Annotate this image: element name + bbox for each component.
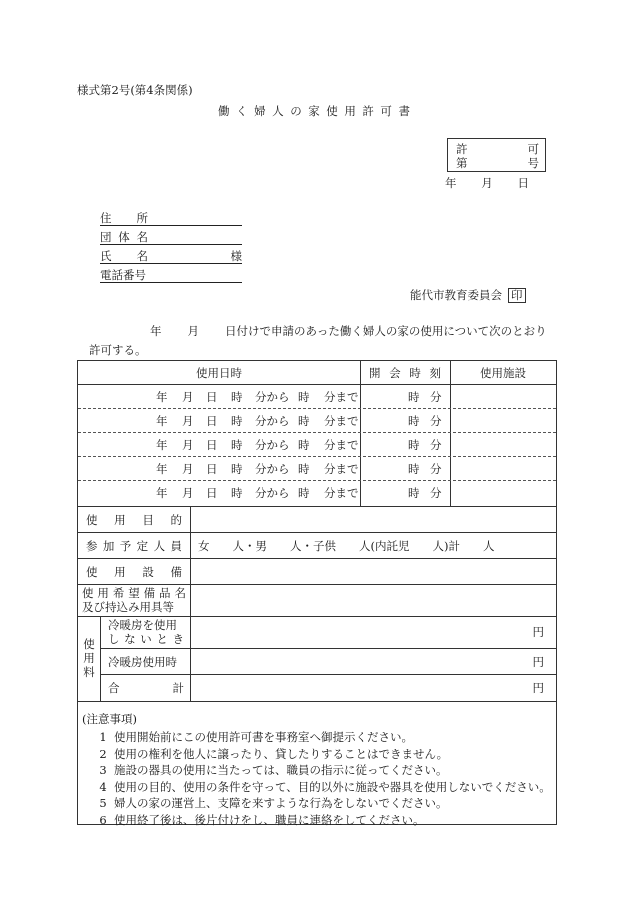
date-unit: 月 xyxy=(182,485,194,500)
equipment-label: 使 用 設 備 xyxy=(86,564,182,579)
date-unit: 月 xyxy=(182,389,194,404)
usage-table xyxy=(77,360,557,825)
time-unit: 時 xyxy=(408,485,420,500)
intro-line-1: 年 月 日付けで申請のあった働く婦人の家の使用について次のとおり xyxy=(150,324,547,338)
note-item xyxy=(92,762,448,778)
usage-date-row xyxy=(78,433,556,456)
title-char: 書 xyxy=(398,104,410,118)
group-name-field: 団 体 名 xyxy=(100,229,242,245)
header-usage-datetime: 使用日時 xyxy=(196,365,242,380)
title-char: く xyxy=(236,104,248,118)
note-text: 使用開始前にこの使用許可書を事務室へ御提示ください。 xyxy=(114,730,413,744)
usage-date-row xyxy=(78,409,556,432)
title-char: 許 xyxy=(362,104,374,118)
usage-date-row xyxy=(78,385,556,408)
participants-breakdown: 女 人・男 人・子供 人(内託児 人)計 人 xyxy=(198,538,495,553)
usage-date-row xyxy=(78,457,556,480)
time-unit: 時 xyxy=(408,437,420,452)
time-unit: 分 xyxy=(430,389,442,404)
date-unit: 年 xyxy=(156,485,168,500)
fee-no-aircon-label: 冷暖房を使用 し な い と き xyxy=(108,618,184,646)
date-unit: 時 xyxy=(231,461,243,476)
date-unit: 日 xyxy=(206,413,218,428)
document-title xyxy=(218,103,410,119)
seal-mark: 印 xyxy=(508,288,526,303)
name-field: 氏 名 様 xyxy=(100,249,242,263)
date-unit: 分まで xyxy=(324,437,359,452)
time-unit: 時 xyxy=(408,389,420,404)
date-unit: 時 xyxy=(231,485,243,500)
fee-aircon-unit: 円 xyxy=(532,654,544,669)
number-prefix: 第 xyxy=(456,156,468,170)
title-char: の xyxy=(290,104,302,118)
note-number: 1 xyxy=(99,730,107,744)
intro-line-2: 許可する。 xyxy=(89,343,147,357)
date-unit: 時 xyxy=(298,437,310,452)
note-text: 施設の器具の使用に当たっては、職員の指示に従ってください。 xyxy=(114,763,448,777)
note-text: 使用の権利を他人に譲ったり、貸したりすることはできません。 xyxy=(114,746,449,761)
date-unit: 時 xyxy=(231,413,243,428)
title-char: 用 xyxy=(344,104,356,118)
note-text: 使用の目的、使用の条件を守って、目的以外に施設や器具を使用しないでください。 xyxy=(114,779,551,794)
date-unit: 年 xyxy=(156,461,168,476)
date-unit: 年 xyxy=(156,437,168,452)
usage-date-row xyxy=(78,481,556,504)
note-number: 6 xyxy=(99,812,107,827)
participants-label: 参 加 予 定 人 員 xyxy=(86,538,182,553)
date-unit: 日 xyxy=(206,461,218,476)
date-unit: 分まで xyxy=(324,461,359,476)
date-unit: 時 xyxy=(298,485,310,500)
issuer: 能代市教育委員会 印 xyxy=(410,287,526,303)
date-unit: 月 xyxy=(182,437,194,452)
date-unit: 月 xyxy=(182,461,194,476)
note-text: 婦人の家の運営上、支障を来すような行為をしないでください。 xyxy=(114,796,448,810)
desired-items-label: 使 用 希 望 備 品 名 及び持込み用具等 xyxy=(82,586,186,614)
date-unit: 時 xyxy=(298,389,310,404)
date-unit: 分から xyxy=(255,437,290,452)
time-unit: 分 xyxy=(430,413,442,428)
fee-aircon-label: 冷暖房使用時 xyxy=(108,654,177,669)
total-unit: 円 xyxy=(532,681,544,695)
note-text: 使用終了後は、後片付けをし、職員に連絡をしてください。 xyxy=(114,812,425,827)
title-char: 使 xyxy=(326,104,338,118)
notes-heading: (注意事項) xyxy=(82,712,137,726)
note-number: 5 xyxy=(99,796,107,810)
name-suffix: 様 xyxy=(230,249,242,263)
permit-number-box xyxy=(447,138,546,172)
fee-label: 使 用 料 xyxy=(83,637,95,679)
date-unit: 月 xyxy=(182,413,194,428)
note-number: 4 xyxy=(99,779,107,794)
time-unit: 分 xyxy=(430,461,442,476)
title-char: 婦 xyxy=(254,104,266,118)
time-unit: 分 xyxy=(430,437,442,452)
date-unit: 日 xyxy=(206,485,218,500)
permit-label: 許 xyxy=(456,142,468,156)
date-unit: 日 xyxy=(206,437,218,452)
date-unit: 年 xyxy=(156,413,168,428)
note-number: 3 xyxy=(99,763,107,777)
date-unit: 日 xyxy=(206,389,218,404)
date-unit: 分まで xyxy=(324,485,359,500)
title-char: 可 xyxy=(380,104,392,118)
header-start-time: 開 会 時 刻 xyxy=(369,365,441,380)
time-unit: 時 xyxy=(408,461,420,476)
total-label: 合 計 xyxy=(108,681,184,695)
title-char: 家 xyxy=(308,104,320,118)
time-unit: 分 xyxy=(430,485,442,500)
date-unit: 年 xyxy=(156,389,168,404)
date-unit: 分から xyxy=(255,389,290,404)
header-facility: 使用施設 xyxy=(480,365,526,380)
permit-label-2: 可 xyxy=(527,142,539,156)
note-item xyxy=(92,795,448,811)
purpose-label: 使 用 目 的 xyxy=(86,512,182,527)
title-char: 人 xyxy=(272,104,284,118)
fee-no-aircon-unit: 円 xyxy=(532,625,544,639)
date-unit: 分から xyxy=(255,461,290,476)
date-unit: 分まで xyxy=(324,413,359,428)
date-unit: 時 xyxy=(298,461,310,476)
date-unit: 分から xyxy=(255,485,290,500)
time-unit: 時 xyxy=(408,413,420,428)
note-item xyxy=(92,812,425,828)
date-unit: 分まで xyxy=(324,389,359,404)
issue-date: 年 月 日 xyxy=(445,176,529,190)
address-field: 住 所 xyxy=(100,210,242,226)
note-number: 2 xyxy=(99,746,107,761)
form-id: 様式第2号(第4条関係) xyxy=(77,83,193,97)
note-item xyxy=(92,779,551,795)
title-char: 働 xyxy=(218,104,230,118)
date-unit: 時 xyxy=(231,437,243,452)
note-item xyxy=(92,746,448,762)
date-unit: 分から xyxy=(255,413,290,428)
phone-field: 電話番号 xyxy=(100,267,242,283)
date-unit: 時 xyxy=(298,413,310,428)
note-item xyxy=(92,729,413,745)
number-suffix: 号 xyxy=(527,156,539,170)
date-unit: 時 xyxy=(231,389,243,404)
